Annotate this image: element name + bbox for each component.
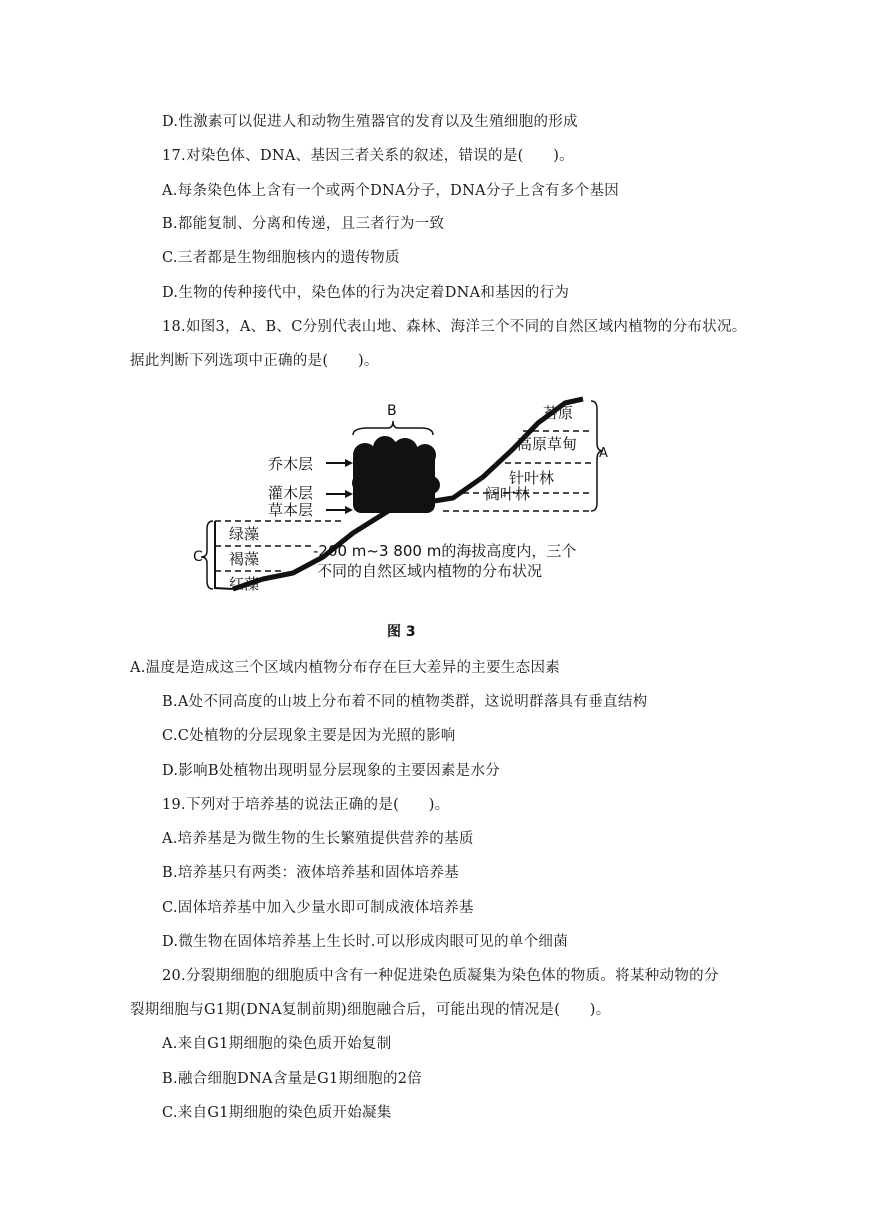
label-a: A bbox=[599, 446, 608, 461]
label-plateau-meadow: 高原草甸 bbox=[517, 435, 578, 453]
q17-option-a: A.每条染色体上含有一个或两个DNA分子，DNA分子上含有多个基因 bbox=[162, 183, 620, 199]
figure-caption: 图 3 bbox=[387, 624, 416, 640]
q20-stem-line2: 裂期细胞与G1期(DNA复制前期)细胞融合后，可能出现的情况是( )。 bbox=[130, 1002, 611, 1018]
q17-option-d: D.生物的传种接代中，染色体的行为决定着DNA和基因的行为 bbox=[162, 285, 570, 301]
q18-option-d: D.影响B处植物出现明显分层现象的主要因素是水分 bbox=[162, 763, 501, 779]
q20-option-c: C.来自G1期细胞的染色质开始凝集 bbox=[162, 1105, 392, 1121]
figure-3 bbox=[193, 393, 611, 643]
q19-option-c: C.固体培养基中加入少量水即可制成液体培养基 bbox=[162, 900, 474, 916]
label-green-algae: 绿藻 bbox=[229, 525, 260, 543]
label-b: B bbox=[387, 403, 397, 419]
q20-option-a: A.来自G1期细胞的染色质开始复制 bbox=[162, 1036, 392, 1052]
q18-stem-line1: 18.如图3，A、B、C分别代表山地、森林、海洋三个不同的自然区域内植物的分布状况。 bbox=[162, 319, 747, 335]
label-herb-layer: 草本层 bbox=[268, 501, 314, 519]
c-brace bbox=[201, 521, 213, 589]
label-c: C bbox=[193, 549, 203, 565]
q17-stem: 17.对染色体、DNA、基因三者关系的叙述，错误的是( )。 bbox=[162, 148, 574, 164]
b-brace bbox=[353, 421, 433, 435]
label-broadleaf: 阔叶林 bbox=[485, 485, 531, 503]
label-red-algae: 红藻 bbox=[229, 575, 260, 593]
forest-block bbox=[352, 436, 440, 513]
label-tundra: 苔原 bbox=[543, 404, 574, 422]
q18-stem-line2: 据此判断下列选项中正确的是( )。 bbox=[130, 353, 379, 369]
q16-option-d: D.性激素可以促进人和动物生殖器官的发育以及生殖细胞的形成 bbox=[162, 114, 578, 130]
q20-stem-line1: 20.分裂期细胞的细胞质中含有一种促进染色质凝集为染色体的物质。将某种动物的分 bbox=[162, 968, 719, 984]
q17-option-b: B.都能复制、分离和传递，且三者行为一致 bbox=[162, 216, 445, 232]
q19-option-a: A.培养基是为微生物的生长繁殖提供营养的基质 bbox=[162, 831, 474, 847]
figure-description-line2: 不同的自然区域内植物的分布状况 bbox=[317, 562, 543, 580]
q17-option-c: C.三者都是生物细胞核内的遗传物质 bbox=[162, 250, 400, 266]
q19-option-d: D.微生物在固体培养基上生长时.可以形成肉眼可见的单个细菌 bbox=[162, 934, 569, 950]
label-brown-algae: 褐藻 bbox=[229, 550, 260, 568]
q20-option-b: B.融合细胞DNA含量是G1期细胞的2倍 bbox=[162, 1071, 423, 1087]
q18-option-a: A.温度是造成这三个区域内植物分布存在巨大差异的主要生态因素 bbox=[130, 660, 561, 676]
label-tree-layer: 乔木层 bbox=[268, 455, 314, 473]
q19-stem: 19.下列对于培养基的说法正确的是( )。 bbox=[162, 797, 450, 813]
q19-option-b: B.培养基只有两类：液体培养基和固体培养基 bbox=[162, 865, 460, 881]
figure-description-line1: -200 m~3 800 m的海拔高度内，三个 bbox=[313, 542, 577, 560]
q18-option-b: B.A处不同高度的山坡上分布着不同的植物类群，这说明群落具有垂直结构 bbox=[162, 694, 648, 710]
q18-option-c: C.C处植物的分层现象主要是因为光照的影响 bbox=[162, 728, 456, 744]
label-coniferous: 针叶林 bbox=[509, 469, 555, 487]
label-shrub-layer: 灌木层 bbox=[268, 484, 314, 502]
